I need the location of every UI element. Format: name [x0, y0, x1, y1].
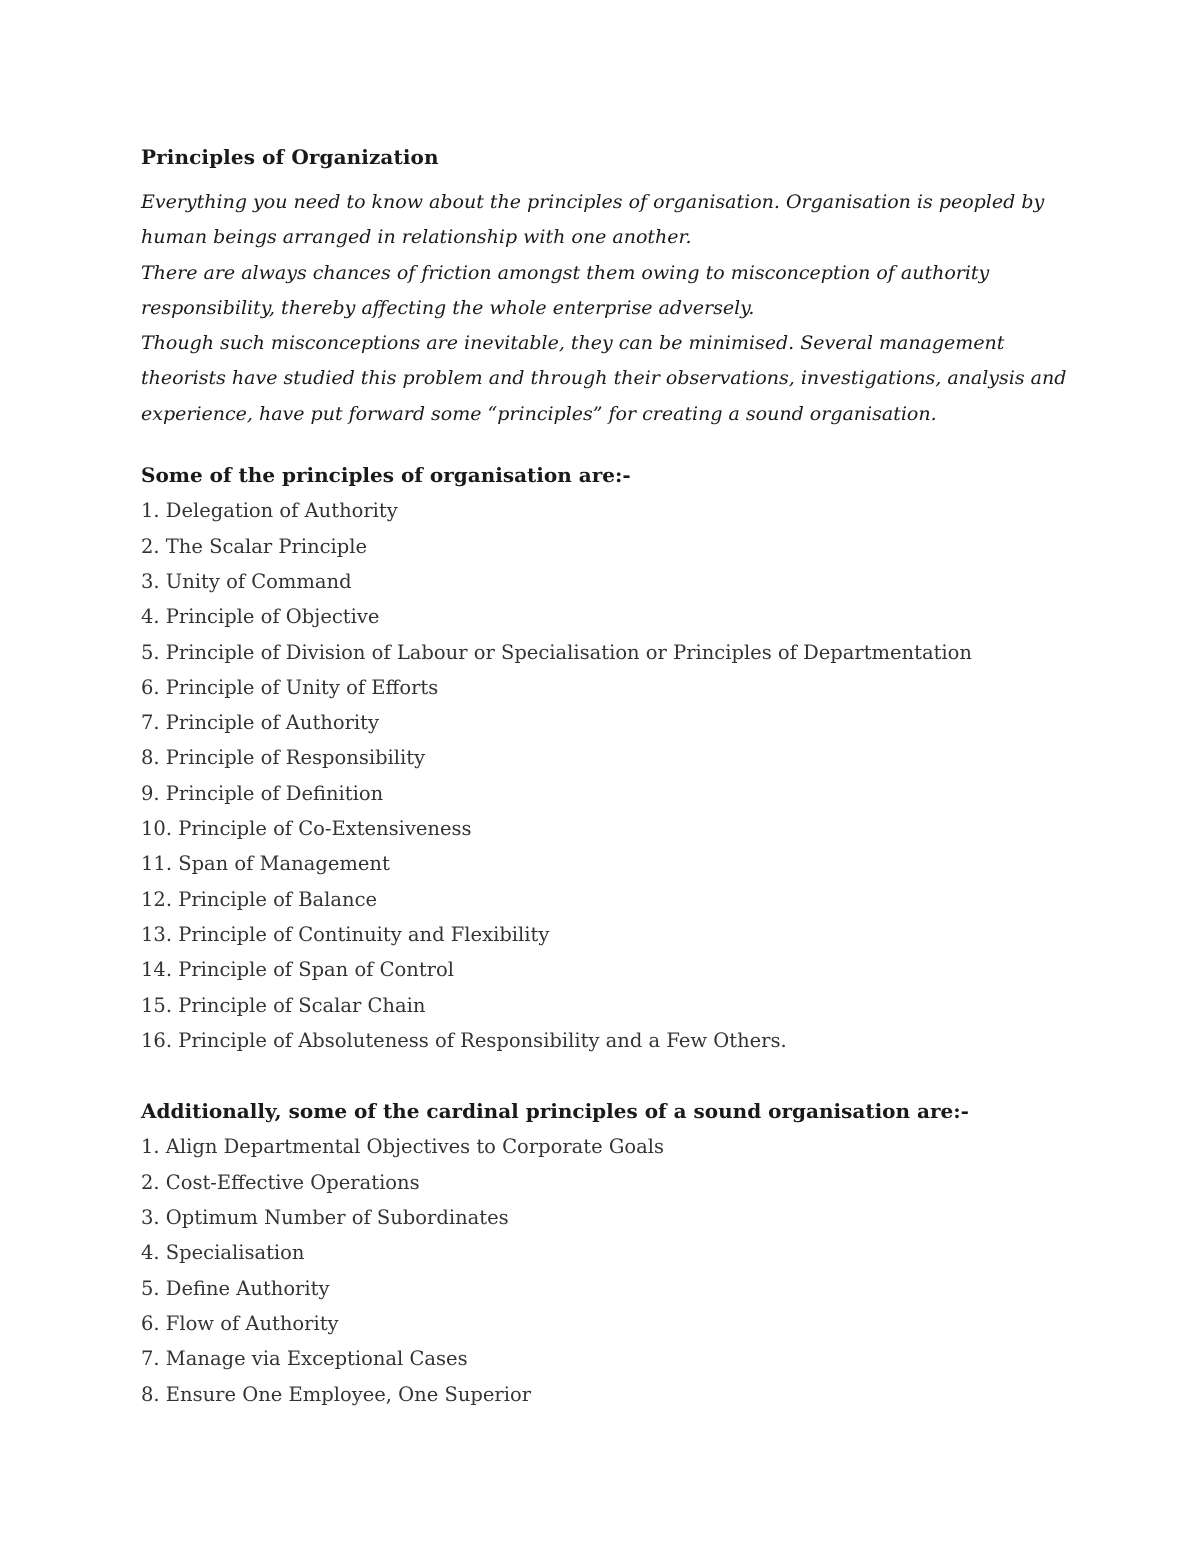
cardinal-principles-list: [141, 1129, 1071, 1411]
document-title: Principles of Organization: [141, 145, 439, 169]
list-item: 7. Principle of Authority: [141, 711, 379, 735]
list-item: 8. Principle of Responsibility: [141, 746, 426, 770]
list-item: 8. Ensure One Employee, One Superior: [141, 1382, 532, 1406]
list-item: 12. Principle of Balance: [141, 887, 378, 911]
intro-paragraph: There are always chances of friction amongst them owing to misconception of authority responsibility, thereby affecting the whole enterprise adversely.: [141, 261, 990, 319]
list-item: 3. Unity of Command: [141, 569, 352, 593]
document-content: [141, 140, 1071, 1412]
list-item: 5. Principle of Division of Labour or Specialisation or Principles of Departmentation: [141, 640, 972, 664]
list-item: 4. Principle of Objective: [141, 605, 380, 629]
list-item: 3. Optimum Number of Subordinates: [141, 1206, 509, 1230]
list-item: 15. Principle of Scalar Chain: [141, 993, 426, 1017]
list-item: 7. Manage via Exceptional Cases: [141, 1347, 468, 1371]
principles-section: [141, 458, 1071, 1058]
intro-paragraph: Though such misconceptions are inevitable, they can be minimised. Several management theorists have studied this problem and through their observations, investigations, analysis and experience, have put forward some “principles” for creating a sound organisation.: [141, 332, 1067, 425]
list-item: 6. Flow of Authority: [141, 1311, 339, 1335]
list-item: 2. The Scalar Principle: [141, 534, 368, 558]
list-item: 6. Principle of Unity of Efforts: [141, 675, 439, 699]
list-item: 14. Principle of Span of Control: [141, 958, 454, 982]
list-item: 16. Principle of Absoluteness of Responsibility and a Few Others.: [141, 1028, 787, 1052]
list-item: 11. Span of Management: [141, 852, 390, 876]
list-item: 2. Cost-Effective Operations: [141, 1170, 420, 1194]
section-heading: Additionally, some of the cardinal principles of a sound organisation are:-: [141, 1099, 969, 1124]
list-item: 4. Specialisation: [141, 1241, 305, 1265]
list-item: 10. Principle of Co-Extensiveness: [141, 817, 472, 841]
list-item: 9. Principle of Definition: [141, 781, 384, 805]
section-heading: Some of the principles of organisation are:-: [141, 463, 631, 488]
intro-paragraphs: [141, 185, 1071, 432]
list-item: 13. Principle of Continuity and Flexibility: [141, 922, 550, 946]
list-item: 1. Align Departmental Objectives to Corporate Goals: [141, 1135, 665, 1159]
list-item: 5. Define Authority: [141, 1276, 330, 1300]
principles-list: [141, 493, 1071, 1058]
list-item: 1. Delegation of Authority: [141, 499, 398, 523]
cardinal-principles-section: [141, 1094, 1071, 1412]
intro-paragraph: Everything you need to know about the principles of organisation. Organisation is peopled by human beings arranged in relationship with one another.: [141, 191, 1045, 249]
